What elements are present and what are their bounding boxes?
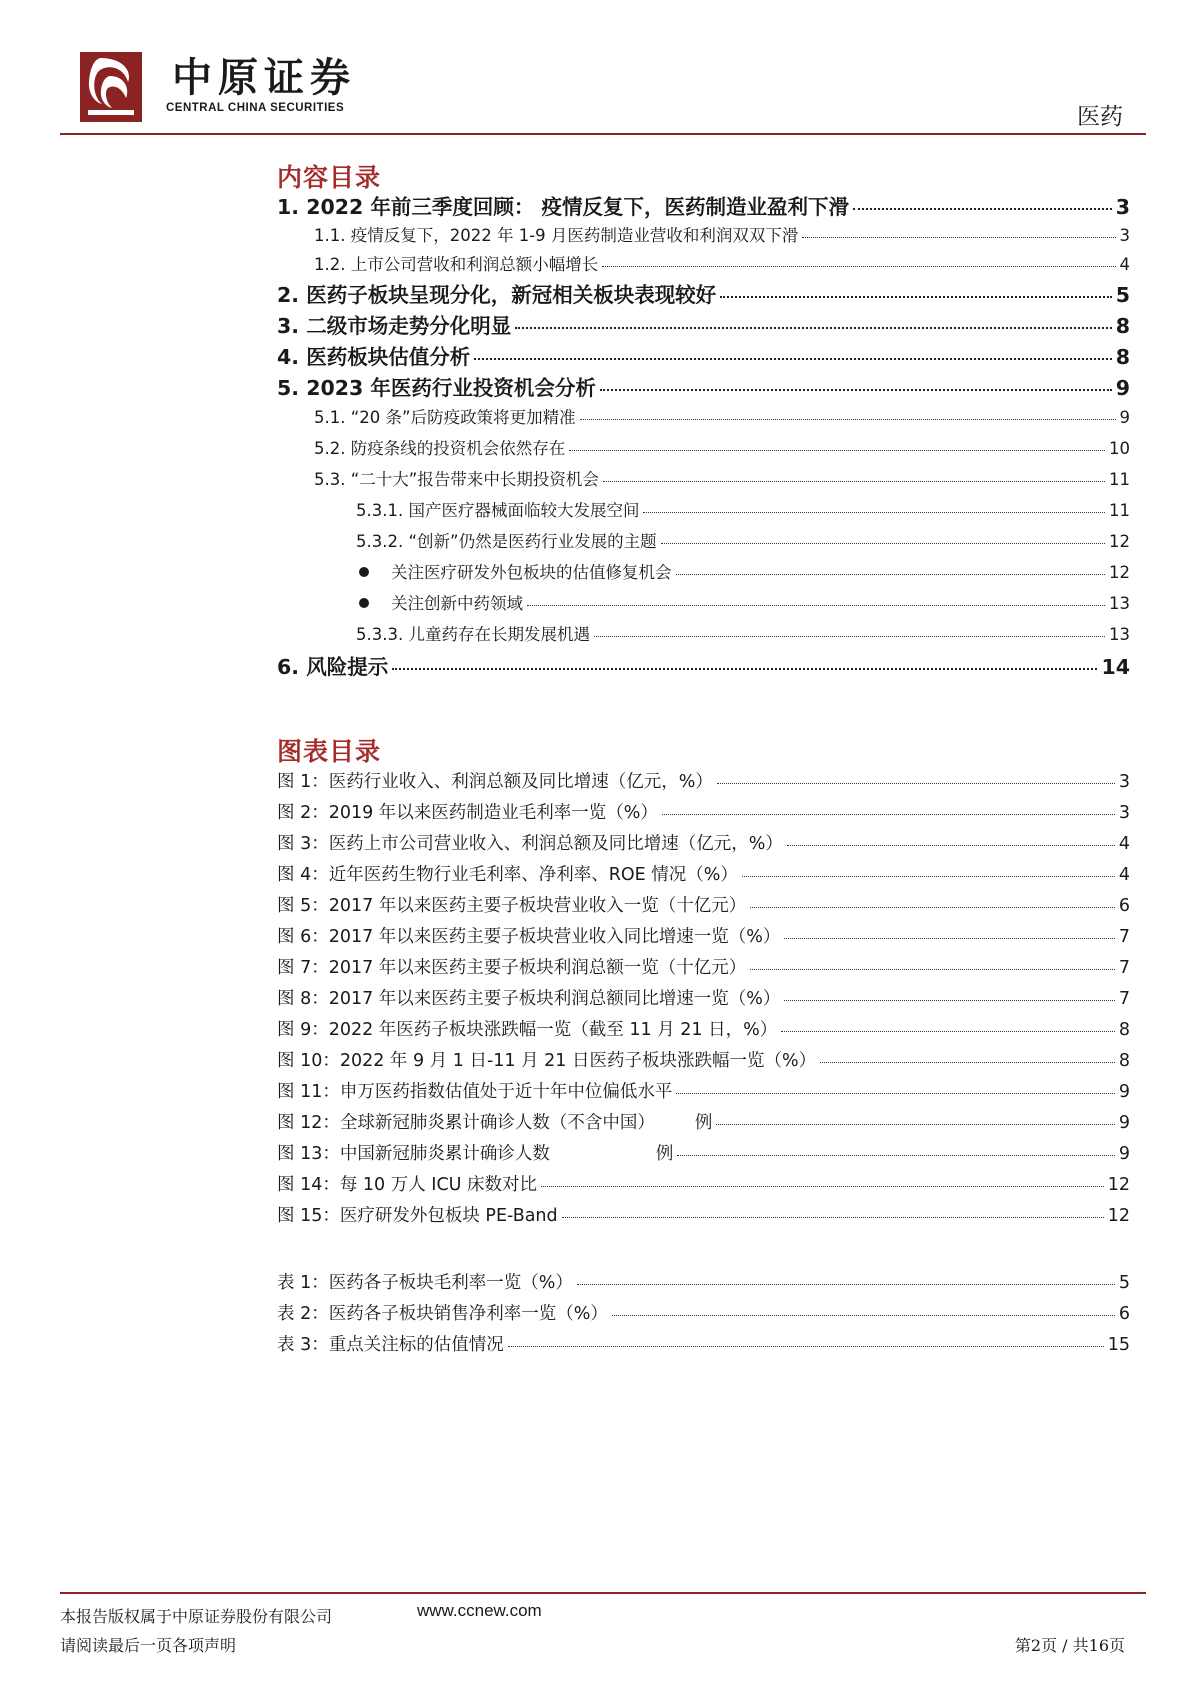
figure-entry[interactable] [277, 1047, 1130, 1075]
figure-entry-text: 图 10：2022 年 9 月 1 日-11 月 21 日医药子板块涨跌幅一览（%） [277, 1051, 817, 1071]
leader-dots [802, 237, 1115, 238]
toc-entry-text: 6. 风险提示 [277, 655, 389, 679]
figure-entry-text: 图 2：2019 年以来医药制造业毛利率一览（%） [277, 803, 658, 823]
figure-entry-text: 图 1：医药行业收入、利润总额及同比增速（亿元，%） [277, 772, 713, 792]
table-entry[interactable] [277, 1331, 1130, 1359]
figure-entry-page: 9 [1118, 1144, 1130, 1164]
figure-entry-text: 图 14：每 10 万人 ICU 床数对比 [277, 1175, 538, 1195]
toc-entry[interactable] [356, 497, 1130, 523]
figure-entry-page: 6 [1118, 896, 1130, 916]
leader-dots [742, 876, 1115, 877]
figure-entry[interactable] [277, 1016, 1130, 1044]
figure-entry-text: 图 11：申万医药指数估值处于近十年中位偏低水平 [277, 1082, 673, 1102]
toc-entry-text: 5.1. “20 条”后防疫政策将更加精准 [314, 408, 576, 427]
leader-dots [853, 208, 1112, 210]
toc-entry[interactable] [277, 340, 1130, 370]
toc-entry-page: 3 [1119, 226, 1130, 245]
figure-entry-text: 图 9：2022 年医药子板块涨跌幅一览（截至 11 月 21 日，%） [277, 1020, 778, 1040]
toc-entry-page: 8 [1115, 345, 1130, 369]
figure-list-title: 图表目录 [277, 737, 382, 766]
toc-entry-text: 关注医疗研发外包板块的估值修复机会 [391, 563, 672, 582]
toc-entry[interactable] [314, 222, 1130, 248]
toc-entry-page: 4 [1119, 255, 1130, 274]
toc-entry-text: 5.2. 防疫条线的投资机会依然存在 [314, 439, 566, 458]
page-header [0, 0, 1190, 140]
toc-entry-text: 1.2. 上市公司营收和利润总额小幅增长 [314, 255, 599, 274]
figure-entry[interactable] [277, 799, 1130, 827]
leader-dots [541, 1186, 1104, 1187]
leader-dots [784, 1000, 1114, 1001]
figure-entry-page: 4 [1118, 865, 1130, 885]
toc-entry[interactable] [277, 278, 1130, 308]
figure-entry[interactable] [277, 830, 1130, 858]
figure-entry-text: 图 8：2017 年以来医药主要子板块利润总额同比增速一览（%） [277, 989, 781, 1009]
leader-dots [716, 1124, 1115, 1125]
toc-entry-text: 1.1. 疫情反复下，2022 年 1-9 月医药制造业营收和利润双双下滑 [314, 226, 799, 245]
leader-dots [750, 969, 1115, 970]
toc-entry-page: 9 [1115, 376, 1130, 400]
leader-dots [515, 327, 1112, 329]
toc-entry-page: 12 [1109, 532, 1130, 551]
toc-entry[interactable] [277, 190, 1130, 220]
figure-entry-text: 图 15：医疗研发外包板块 PE-Band [277, 1206, 558, 1226]
leader-dots [781, 1031, 1115, 1032]
toc-entry-page: 5 [1115, 283, 1130, 307]
figure-entry-page: 7 [1118, 989, 1130, 1009]
toc-entry-text: 1. 2022 年前三季度回顾： 疫情反复下，医药制造业盈利下滑 [277, 195, 850, 219]
toc-entry[interactable] [314, 251, 1130, 277]
figure-entry-page: 9 [1118, 1113, 1130, 1133]
leader-dots [720, 296, 1112, 298]
leader-dots [676, 574, 1106, 575]
figure-entry-suffix: 例 [694, 1113, 713, 1133]
leader-dots [677, 1155, 1115, 1156]
figure-entry[interactable] [277, 954, 1130, 982]
footer-disclaimer-notice: 请阅读最后一页各项声明 [60, 1636, 237, 1655]
bullet-icon [359, 567, 369, 577]
leader-dots [717, 783, 1115, 784]
toc-entry[interactable] [359, 559, 1130, 585]
leader-dots [676, 1093, 1115, 1094]
figure-entry-page: 4 [1118, 834, 1130, 854]
figure-entry[interactable] [277, 1140, 1130, 1168]
company-name-en: CENTRAL CHINA SECURITIES [166, 102, 345, 114]
toc-entry-page: 9 [1119, 408, 1130, 427]
leader-dots [820, 1062, 1115, 1063]
figure-entry-text: 图 3：医药上市公司营业收入、利润总额及同比增速（亿元，%） [277, 834, 783, 854]
figure-entry-text: 图 12：全球新冠肺炎累计确诊人数（不含中国） [277, 1113, 655, 1133]
toc-entry-text: 关注创新中药领域 [391, 594, 523, 613]
toc-entry-page: 12 [1109, 563, 1130, 582]
table-entry-text: 表 2：医药各子板块销售净利率一览（%） [277, 1304, 608, 1324]
figure-entry-page: 8 [1118, 1051, 1130, 1071]
leader-dots [580, 419, 1116, 420]
leader-dots [661, 543, 1105, 544]
leader-dots [569, 450, 1105, 451]
toc-entry-text: 5.3. “二十大”报告带来中长期投资机会 [314, 470, 599, 489]
toc-entry-page: 13 [1109, 625, 1130, 644]
toc-entry[interactable] [314, 466, 1130, 492]
figure-entry-text: 图 6：2017 年以来医药主要子板块营业收入同比增速一览（%） [277, 927, 781, 947]
leader-dots [603, 481, 1105, 482]
toc-entry-text: 5. 2023 年医药行业投资机会分析 [277, 376, 596, 400]
figure-entry-page: 3 [1118, 803, 1130, 823]
footer-divider [60, 1592, 1146, 1594]
report-section-label: 医药 [1077, 104, 1123, 130]
figure-entry-page: 8 [1118, 1020, 1130, 1040]
leader-dots [643, 512, 1105, 513]
figure-entry-text: 图 13：中国新冠肺炎累计确诊人数 [277, 1144, 550, 1164]
toc-entry[interactable] [356, 528, 1130, 554]
leader-dots [527, 605, 1105, 606]
footer-copyright: 本报告版权属于中原证券股份有限公司 [60, 1607, 333, 1626]
toc-entry-text: 4. 医药板块估值分析 [277, 345, 471, 369]
toc-entry-page: 11 [1109, 470, 1130, 489]
figure-entry[interactable] [277, 861, 1130, 889]
figure-entry-page: 12 [1107, 1206, 1130, 1226]
toc-entry-text: 5.3.2. “创新”仍然是医药行业发展的主题 [356, 532, 657, 551]
toc-entry[interactable] [277, 371, 1130, 401]
leader-dots [787, 845, 1115, 846]
table-entry-page: 6 [1118, 1304, 1130, 1324]
table-entry-text: 表 1：医药各子板块毛利率一览（%） [277, 1273, 573, 1293]
footer-website-link[interactable]: www.ccnew.com [417, 1601, 542, 1620]
figure-entry-page: 7 [1118, 958, 1130, 978]
toc-entry[interactable] [356, 621, 1130, 647]
leader-dots [662, 814, 1115, 815]
table-entry-page: 15 [1107, 1335, 1130, 1355]
figure-entry[interactable] [277, 1109, 1130, 1137]
figure-entry-page: 7 [1118, 927, 1130, 947]
toc-entry[interactable] [277, 650, 1130, 680]
toc-entry-page: 10 [1109, 439, 1130, 458]
leader-dots [750, 907, 1115, 908]
toc-title: 内容目录 [277, 163, 382, 192]
figure-entry[interactable] [277, 923, 1130, 951]
company-name-cn: 中原证券 [172, 54, 356, 101]
figure-entry-text: 图 4：近年医药生物行业毛利率、净利率、ROE 情况（%） [277, 865, 738, 885]
figure-entry[interactable] [277, 892, 1130, 920]
figure-entry-page: 9 [1118, 1082, 1130, 1102]
toc-entry-page: 14 [1101, 655, 1130, 679]
toc-entry-page: 8 [1115, 314, 1130, 338]
figure-entry[interactable] [277, 1078, 1130, 1106]
toc-entry-page: 11 [1109, 501, 1130, 520]
footer-page-number: 第2页 / 共16页 [1014, 1636, 1125, 1655]
leader-dots [612, 1315, 1115, 1316]
leader-dots [392, 668, 1097, 670]
toc-entry[interactable] [277, 309, 1130, 339]
figure-entry-text: 图 5：2017 年以来医药主要子板块营业收入一览（十亿元） [277, 896, 747, 916]
toc-entry-text: 5.3.3. 儿童药存在长期发展机遇 [356, 625, 590, 644]
leader-dots [600, 389, 1112, 391]
table-entry-text: 表 3：重点关注标的估值情况 [277, 1335, 504, 1355]
figure-entry[interactable] [277, 985, 1130, 1013]
toc-entry-page: 13 [1109, 594, 1130, 613]
figure-entry-page: 12 [1107, 1175, 1130, 1195]
toc-entry-page: 3 [1115, 195, 1130, 219]
figure-entry[interactable] [277, 1202, 1130, 1230]
table-entry-page: 5 [1118, 1273, 1130, 1293]
toc-entry[interactable] [314, 404, 1130, 430]
header-divider [60, 133, 1146, 135]
figure-entry-suffix: 例 [655, 1144, 674, 1164]
leader-dots [508, 1346, 1104, 1347]
leader-dots [562, 1217, 1104, 1218]
leader-dots [784, 938, 1114, 939]
figure-entry[interactable] [277, 768, 1130, 796]
toc-entry-text: 3. 二级市场走势分化明显 [277, 314, 512, 338]
toc-entry[interactable] [314, 435, 1130, 461]
figure-entry[interactable] [277, 1171, 1130, 1199]
figure-entry-page: 3 [1118, 772, 1130, 792]
leader-dots [602, 266, 1115, 267]
leader-dots [594, 636, 1105, 637]
bullet-icon [359, 598, 369, 608]
toc-entry-text: 5.3.1. 国产医疗器械面临较大发展空间 [356, 501, 640, 520]
toc-entry-text: 2. 医药子板块呈现分化，新冠相关板块表现较好 [277, 283, 717, 307]
toc-entry[interactable] [359, 590, 1130, 616]
company-logo-icon [80, 52, 142, 122]
leader-dots [577, 1284, 1115, 1285]
table-entry[interactable] [277, 1269, 1130, 1297]
figure-entry-text: 图 7：2017 年以来医药主要子板块利润总额一览（十亿元） [277, 958, 747, 978]
leader-dots [474, 358, 1112, 360]
table-entry[interactable] [277, 1300, 1130, 1328]
